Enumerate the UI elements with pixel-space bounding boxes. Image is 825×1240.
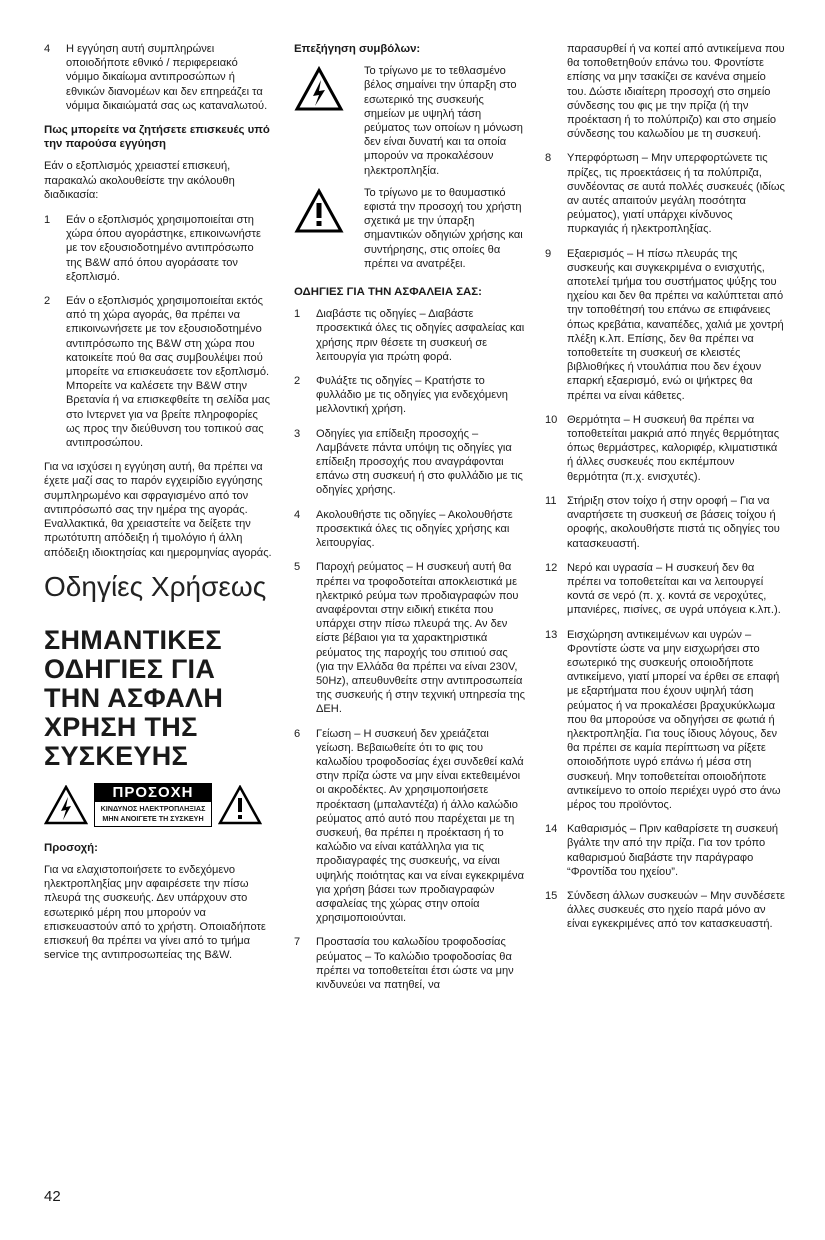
safety-title: ΣΗΜΑΝΤΙΚΕΣ ΟΔΗΓΙΕΣ ΓΙΑ ΤΗΝ ΑΣΦΑΛΗ ΧΡΗΣΗ ΤΗΣ ΣΥΣΚΕΥΗΣ [44,624,224,771]
item-number: 1 [294,308,301,321]
item-number: 5 [294,561,301,574]
column-left [44,42,272,962]
item-number: 2 [294,375,301,388]
safety-item-7 [294,935,526,992]
repair-heading: Πως μπορείτε να ζητήσετε επισκευές υπό την παρούσα εγγύηση [44,124,270,151]
safety-item-2 [294,374,526,417]
symbol-text: Το τρίγωνο με το τεθλασμένο βέλος σημαίνει την ύπαρξη στο εσωτερικό της συσκευής σημείων με υψηλή τάση ρεύματος των οποίων η μόνωση δεν είναι δυνατή και τα οποία μπορούν να προκαλέσουν ηλεκτροπληξία. [364,65,523,177]
item-text: Φυλάξτε τις οδηγίες – Κρατήστε το φυλλάδιο με τις οδηγίες για ενδεχόμενη μελλοντική χρήση. [316,375,508,416]
safety-item-10 [545,413,785,484]
exclamation-warning-icon [218,785,262,825]
page-number: 42 [44,1188,61,1205]
item-number: 10 [545,413,558,426]
symbol-text: Το τρίγωνο με το θαυμαστικό εφιστά την προσοχή του χρήστη σχετικά με την ύπαρξη σημαντικών οδηγιών χρήσης και συντήρησης, στις οποίες θα πρέπει να ανατρέξει. [364,186,523,270]
symbol-exclamation-explanation [294,186,526,271]
item-number: 11 [545,494,557,507]
item-text: Διαβάστε τις οδηγίες – Διαβάστε προσεκτικά όλες τις οδηγίες ασφαλείας και χρήσης πριν θέσετε τη συσκευή σε λειτουργία για πρώτη φορά. [316,308,525,363]
item-number-spacer [545,42,567,141]
instructions-title: Οδηγίες Χρήσεως [44,570,267,602]
safety-heading: ΟΔΗΓΙΕΣ ΓΙΑ ΤΗΝ ΑΣΦΑΛΕΙΑ ΣΑΣ: [294,286,482,299]
item-text: Παροχή ρεύματος – Η συσκευή αυτή θα πρέπει να τροφοδοτείται αποκλειστικά με ηλεκτρικό ρεύμα των προδιαγραφών που αναφέρονται στην ειδική ετικέτα που υπάρχει στην πίσω πλευρά της. Αν δεν είστε βέβαιοι για τα χαρακτηριστικά ρεύματος της παροχής του σπιτιού σας (για την Ελλάδα θα πρέπει να είναι 230V, 50Hz), απευθυνθείτε στην αντιπροσωπεία της συσκευής ή στην τεχνική υπηρεσία της ΔΕΗ. [316,561,525,716]
item-text: Εάν ο εξοπλισμός χρησιμοποιείται εκτός από τη χώρα αγοράς, θα πρέπει να επικοινωνήσετε με τον εξουσιοδοτημένο αντιπρόσωπο της B&W στη χώρα που κατοικείτε πού θα σας συμβουλέψει πού μπορείτε να επισκευάσετε τον εξοπλισμό. Μπορείτε να καλέσετε την B&W στην Βρετανία ή να επισκεφθείτε τη σελίδα μας στο Ιντερνετ για να βρείτε πληροφορίες ως προς την διεύθυνση του τοπικού σας αντιπροσώπου. [66,295,270,450]
symbol-bolt-explanation [294,64,526,178]
caution-box [94,783,212,827]
item-number: 6 [294,727,301,740]
symbols-heading: Επεξήγηση συμβόλων: [294,43,421,55]
safety-item-13 [545,628,785,813]
item-text: Καθαρισμός – Πριν καθαρίσετε τη συσκευή βγάλτε την από την πρίζα. Για τον τρόπο καθαρισμού διαβάστε την παράγραφο “Φροντίδα του ηχείου”. [567,823,779,878]
item-text: Υπερφόρτωση – Μην υπερφορτώνετε τις πρίζες, τις προεκτάσεις ή τα πολύπριζα, συνδέοντας σε αυτά πολλές συσκευές (ιδίως αν αυτές απαιτούν μεγάλη ποσότητα ρεύματος), γιατί υπάρχει κίνδυνος πυρκαγιάς ή ηλεκτροπληξίας. [567,152,785,236]
lightning-warning-icon [294,66,344,112]
item-number: 8 [545,152,552,165]
repair-item-2 [44,294,272,450]
item-text: Προστασία του καλωδίου τροφοδοσίας ρεύματος – Το καλώδιο τροφοδοσίας θα πρέπει να τοποθετείται έτσι ώστε να μην κινδυνεύει να πατηθεί, να [316,936,514,991]
item-text: Νερό και υγρασία – Η συσκευή δεν θα πρέπει να τοποθετείται και να λειτουργεί κοντά σε νερό (π. χ. κοντά σε νεροχύτες, μπανιέρες, πισίνες, σε υγρά υπόγεια κ.λπ.). [567,561,781,617]
safety-item-14 [545,822,785,879]
safety-item-5 [294,560,526,716]
repair-intro: Εάν ο εξοπλισμός χρειαστεί επισκευή, παρακαλώ ακολουθείστε την ακόλουθη διαδικασία: [44,160,235,201]
item-text: Γείωση – Η συσκευή δεν χρειάζεται γείωση. Βεβαιωθείτε ότι το φις του καλωδίου τροφοδοσίας έχει συνδεθεί καλά στην πρίζα ώστε να μην είναι εκτεθειμένοι οι ακροδέκτες. Αν χρησιμοποιήσετε προέκταση (μπαλαντέζα) ή άλλο καλώδιο ρεύματος από αυτό που παρέχεται με τη συσκευή, θα πρέπει η προέκταση ή το καλώδιο να είναι κατάλληλα για τις προδιαγραφές της συσκευής, να είναι υψηλής ποιότητας και να είναι εγκεκριμένα για χρήση βάσει των προδιαγραφών ασφαλείας της χώρας στην οποία χρησιμοποιούνται. [316,727,524,925]
item-text: Η εγγύηση αυτή συμπληρώνει οποιοδήποτε εθνικό / περιφερειακό νόμιμο δικαίωμα αντιπροσώπων ή εθνικών διανομέων και δεν επηρεάζει τα νόμιμα δικαιώματά σας ως καταναλωτού. [66,43,268,112]
item-text: παρασυρθεί ή να κοπεί από αντικείμενα που θα τοποθετηθούν επάνω του. Φροντίστε επίσης να μην τσακίζει σε κανένα σημείο του. Δώστε ιδιαίτερη προσοχή στο σημείο σύνδεσης του φις με την πρίζα (ή την προέκταση ή το πολύπριζο) και στο σημείο σύνδεσης του καλωδίου με τη συσκευή. [567,43,785,141]
safety-item-1 [294,307,526,364]
item-number: 14 [545,823,558,836]
item-text: Οδηγίες για επίδειξη προσοχής – Λαμβάνετε πάντα υπόψη τις οδηγίες για επίδειξη προσοχής που αναγράφονται επάνω στη συσκευή ή στο φυλλάδιο με τις οδηγίες χρήσης. [316,427,523,497]
caution-paragraph: Για να ελαχιστοποιήσετε το ενδεχόμενο ηλεκτροπληξίας μην αφαιρέσετε την πίσω πλευρά της συσκευής. Δεν υπάρχουν στο εσωτερικό μέρη που μπορούν να επισκευαστούν από το χρήστη. Οποιαδήποτε επισκευή θα πρέπει να γίνει από το τμήμα service της αντιπροσωπείας της B&W. [44,863,266,962]
symbol-icon-cell [294,186,364,271]
safety-item-11 [545,494,785,551]
item-number: 13 [545,628,558,641]
column-middle [294,42,526,1002]
item-text: Ακολουθήστε τις οδηγίες – Ακολουθήστε προσεκτικά όλες τις οδηγίες χρήσης και λειτουργίας. [316,508,513,550]
safety-item-8 [545,151,785,236]
safety-item-15 [545,889,785,932]
item-text: Εξαερισμός – Η πίσω πλευράς της συσκευής και συγκεκριμένα ο ενισχυτής, αποτελεί τμήμα του συστήματος ψύξης του ηχείου και δεν θα πρέπει να καλύπτεται από την τοποθέτησή του επάνω σε επιφάνειες όπως κρεβάτια, καναπέδες, χαλιά με χοντρή πλέξη κ.λπ. Επίσης, δεν θα πρέπει να τοποθετείτε τη συσκευή σε κλειστές βιβλιοθήκες ή ντουλάπια που δεν έχουν επαρκή εξαερισμό, ενώ οι ψήκτρες θα πρέπει να είναι κάθετες. [567,247,784,402]
item-number: 9 [545,247,552,260]
lightning-warning-icon [44,785,88,825]
column-right [545,42,785,942]
item-number: 3 [294,427,301,440]
item-number: 1 [44,214,51,227]
item-text: Εάν ο εξοπλισμός χρησιμοποιείται στη χώρα όπου αγοράστηκε, επικοινωνήστε με τον εξουσιοδοτημένο αντιπρόσωπο της B&W από όπου αγοράσατε τον εξοπλισμό. [66,214,261,283]
item-number: 4 [44,43,51,55]
safety-item-12 [545,561,785,618]
caution-heading: Προσοχή: [44,841,98,854]
safety-item-3 [294,427,526,498]
item-text: Θερμότητα – Η συσκευή θα πρέπει να τοποθετείται μακριά από πηγές θερμότητας όπως θερμάστρες, καλοριφέρ, κλιματιστικά ή άλλες συσκευές που εκπέμπουν θερμότητα (π.χ. ενισχυτές). [567,413,780,483]
symbol-icon-cell [294,64,364,178]
caution-line-2: ΜΗΝ ΑΝΟΙΓΕΤΕ ΤΗ ΣΥΣΚΕΥΗ [102,813,204,823]
item-number: 2 [44,295,51,308]
caution-subtext [95,802,211,826]
item-number: 7 [294,936,301,949]
repair-item-1 [44,213,272,284]
safety-item-4 [294,508,526,551]
caution-line-1: ΚΙΝΔΥΝΟΣ ΗΛΕΚΤΡΟΠΛΗΞΙΑΣ [100,803,206,813]
item-number: 4 [294,508,301,521]
item-number: 15 [545,889,558,902]
caution-label-graphic [44,783,272,827]
item-text: Εισχώρηση αντικειμένων και υγρών – Φροντίστε ώστε να μην εισχωρήσει στο εσωτερικό της συσκευής οποιοδήποτε αντικείμενο, γιατί μπορεί να έρθει σε επαφή με εξαρτήματα που έχουν υψηλή τάση ρεύματος ή να προκαλέσει βραχυκύκλωμα που θα μπορούσε να οδηγήσει σε φωτιά ή ηλεκτροπληξία. Για τους ίδιους λόγους, δεν θα πρέπει σε καμία περίπτωση να ρίξετε οποιοδήποτε υγρό επάνω ή μέσα στη συσκευή. Μην τοποθετείται οποιοδήποτε αντικείμενο το οποίο περιέχει υγρό στο άνω μέρος του προϊόντος. [567,628,781,811]
exclamation-warning-icon [294,188,344,234]
safety-item-6 [294,727,526,926]
caution-label: ΠΡΟΣΟΧΗ [95,784,211,802]
item-text: Στήριξη στον τοίχο ή στην οροφή – Για να αναρτήσετε τη συσκευή σε βάσεις τοίχου ή οροφής, ακολουθήστε πιστά τις οδηγίες του κατασκευαστή. [567,494,780,550]
safety-item-7-continued [545,42,785,141]
warranty-item-4 [44,42,272,113]
item-text: Σύνδεση άλλων συσκευών – Μην συνδέσετε άλλες συσκευές στο ηχείο παρά μόνο αν είναι εγκεκριμένες από τον κατασκευαστή. [567,889,785,931]
validity-paragraph: Για να ισχύσει η εγγύηση αυτή, θα πρέπει να έχετε μαζί σας το παρόν εγχειρίδιο εγγύησης συμπληρωμένο και σφραγισμένο από τον αντιπρόσωπό σας την ημέρα της αγοράς. Εναλλακτικά, θα χρειαστείτε να δείξετε την πρωτότυπη απόδειξη ή τιμολόγιο ή άλλη απόδειξη ιδιοκτησίας και ημερομηνίας αγοράς. [44,461,272,559]
safety-item-9 [545,247,785,403]
item-number: 12 [545,561,558,574]
